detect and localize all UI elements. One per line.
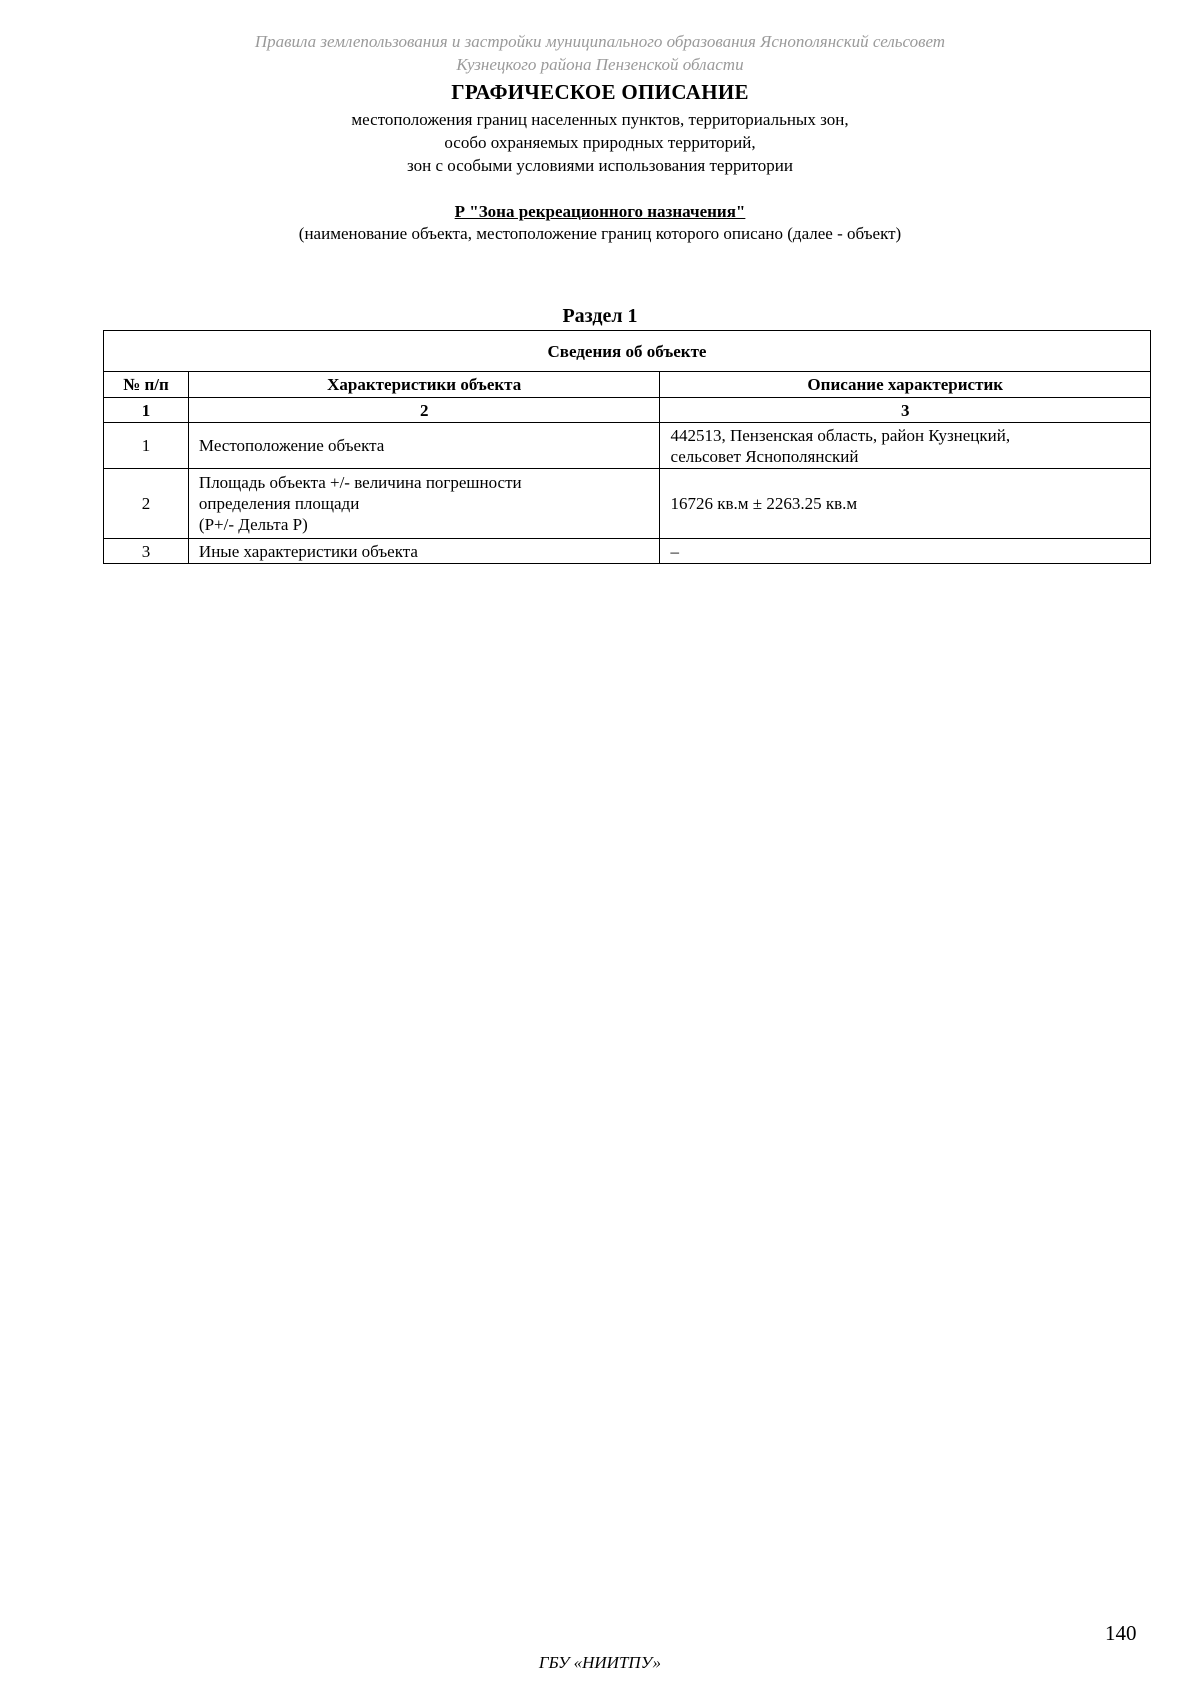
table-caption: Сведения об объекте [104,331,1151,372]
characteristic-line: (P+/- Дельта P) [198,515,308,534]
footer-organization: ГБУ «НИИТПУ» [538,1653,662,1672]
table-row [104,539,1151,564]
document-subtitle [0,108,1200,177]
description-line: – [670,541,679,561]
characteristic-line: Местоположение объекта [198,436,385,455]
subtitle-line-1: местоположения границ населенных пунктов, территориальных зон, [351,110,849,129]
row-characteristic [188,539,660,564]
subtitle-line-3: зон с особыми условиями использования территории [407,156,793,175]
column-number-3: 3 [660,398,1151,423]
object-caption: (наименование объекта, местоположение границ которого описано (далее - объект) [298,224,902,243]
row-number: 1 [104,423,189,469]
table-row [104,469,1151,539]
document-title: ГРАФИЧЕСКОЕ ОПИСАНИЕ [451,80,749,104]
row-description [660,469,1151,539]
table-header-row [104,372,1151,398]
table-row [104,423,1151,469]
column-header-number: № п/п [104,372,189,398]
page-number: 140 [1105,1621,1137,1645]
column-numbers-row [104,398,1151,423]
column-header-characteristic: Характеристики объекта [188,372,660,398]
row-description [660,423,1151,469]
characteristic-line: определения площади [198,494,360,513]
section-title: Раздел 1 [562,305,638,327]
characteristic-line: Иные характеристики объекта [198,541,418,561]
characteristic-line: Площадь объекта +/- величина погрешности [198,473,522,492]
subtitle-line-2: особо охраняемых природных территорий, [444,133,756,152]
row-number: 3 [104,539,189,564]
running-header-line-2: Кузнецкого района Пензенской области [456,55,744,74]
row-characteristic [188,469,660,539]
column-header-description: Описание характеристик [660,372,1151,398]
column-number-1: 1 [104,398,189,423]
object-info-table [103,330,1151,564]
description-line: 16726 кв.м ± 2263.25 кв.м [670,494,858,513]
row-characteristic [188,423,660,469]
row-number: 2 [104,469,189,539]
description-line: 442513, Пензенская область, район Кузнецкий, [670,425,1011,445]
table-caption-row [104,331,1151,372]
running-header-line-1: Правила землепользования и застройки муниципального образования Яснополянский сельсовет [254,32,946,51]
running-header [0,30,1200,76]
column-number-2: 2 [188,398,660,423]
description-line: сельсовет Яснополянский [670,446,859,466]
object-name: Р "Зона рекреационного назначения" [454,202,746,221]
row-description [660,539,1151,564]
